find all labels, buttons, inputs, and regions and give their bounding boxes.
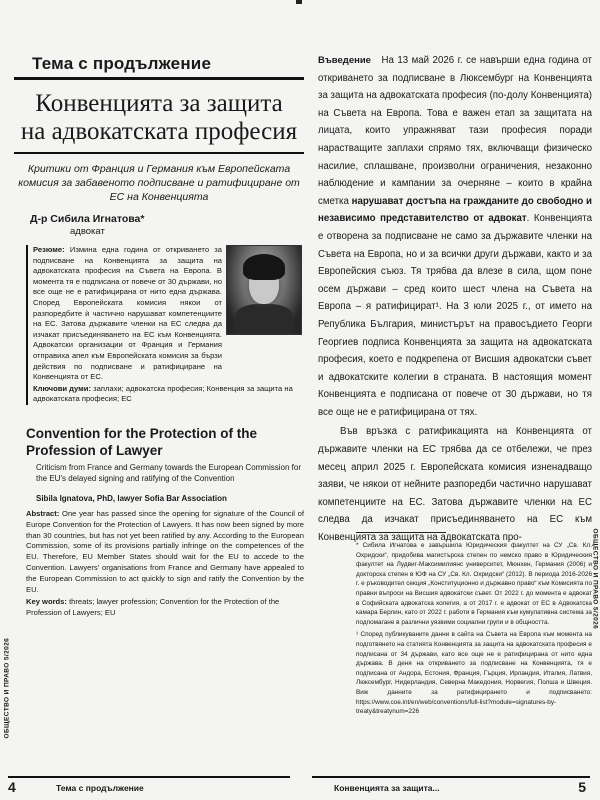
footnotes	[356, 532, 592, 720]
article-title	[14, 90, 304, 154]
photo-hair	[243, 254, 285, 280]
left-page-number: 4	[8, 779, 16, 795]
article-subtitle: Критики от Франция и Германия към Европейската комисия за забавеното подписване и ратифициране от ЕС на Конвенцията	[18, 163, 300, 203]
introduction-paragraph	[318, 52, 592, 421]
footnote-author: * Сибила Игнатова е завършила Юридическия факултет на СУ „Св. Кл. Охридски“, придобива магистърска степен по немско право в Юридическия факултет на Лудвиг-Максимилиянс университет, Мюнхен, Германия (2006) и докторска степен в ЮФ на СУ „Св. Кл. Охридски“ (2012). В периода 2016-2026 г. е ръководител секция „Конституционно и държавно право“ към Комисията по правни въпроси на Висшия адвокатски съвет. От 2022 г. до момента е адвокат в Софийската адвокатска колегия, а от 2017 г. е адвокат от ЕС в Адвокатска камара Берлин, като от 2022 г. работи в Германия към кумулативна система за подпомагане в различни уязвими социални групи и в общността.	[356, 542, 592, 626]
title-line-1: Конвенцията за защита	[35, 90, 283, 117]
author-photo	[226, 245, 302, 335]
page-top-mark	[296, 0, 302, 4]
intro-text-b: . Конвенцията е отворена за подписване не само за държавите членки на Съвета на Европа, но и за всички други държави, както и за Европейския съюз. Тя трябва да влезе в сила, щом поне осем държави – сред които шест члена на Съвета на Европа – я ратифицират¹. На 3 юли 2025 г., от името на Република България, министърът на правосъдието Георги Георгиев подписа Конвенцията за защита на адвокатската професия, което е подкрепена от Висшия адвокатски съвет и адвокатските колегии в страната. В настоящия момент Конвенцията е подписана от повече от 30 държави, но тя все още не е ратифицирана от тях.	[318, 213, 592, 418]
right-side-runner-text: ОБЩЕСТВО И ПРАВО 5/2026	[591, 528, 599, 630]
author-name: Д-р Сибила Игнатова*	[30, 213, 145, 225]
english-keywords	[26, 597, 304, 619]
photo-body	[235, 304, 293, 334]
right-footer-runner: Конвенцията за защита...	[334, 783, 440, 793]
abstract	[33, 245, 222, 383]
abstract-label: Резюме:	[33, 245, 65, 254]
footnote-1: ¹ Според публикуваните данни в сайта на Съвета на Европа към момента на подготвянето на статията Конвенцията за защита на адвокатската професия е подписана от 34 държави, като все още не е ратифицирана от нито една държава. В деня на откриването за подписване на Конвенцията, тя е подписана от Андора, Естония, Франция, Гърция, Ирландия, Италия, Латвия, Люксембург, Нидерландия, Северна Македония, Норвегия, Полша и Швеция. Виж данните за ратифицирането и подписването: https://www.coe.int/en/web/conventions/full-list?module=signatures-by-treaty&treatynum=226	[356, 631, 592, 716]
section-tag: Тема с продължение	[14, 50, 304, 80]
footnote-rule	[356, 532, 446, 533]
author-role: адвокат	[70, 226, 105, 237]
english-subtitle: Criticism from France and Germany towards the European Commission for the EU's delayed signing and ratifying of the Convention	[36, 462, 301, 483]
abstract-text: Измина една година от откриването за подписване на Конвенцията за защита на адвокатската професия на Съвета на Европа. В момента тя е подписана от повече от 30 държави, но все още не е ратифицирана от нито една държава. Според Европейската комисия някои от разпоредбите ѝ частично нарушават компетенциите на ЕС. Затова държавите членки на ЕС следва да изчакат присъединяването на ЕС към Конвенцията. Адвокатски организации от Франция и Германия отправиха апел към Европейската комисия за бързи действия по подписване и ратифициране на Конвенцията от ЕС.	[33, 245, 222, 382]
left-side-runner	[0, 520, 12, 740]
english-keywords-label: Key words:	[26, 597, 67, 607]
intro-text-a: На 13 май 2026 г. се навърши една година от откриването за подписване в Люксембург на Конвенцията за защита на адвокатската професия (по-долу Конвенцията) на Съвета на Европа. Това е важен етап за защитата на лицата, които упражняват тази професия поради нарастващите заплахи спрямо тях, включващи физическо насилие, сплашване, произволни ограничения, незаконно наблюдение и кампании за очерняне – които в крайна сметка	[318, 55, 592, 207]
right-side-runner	[588, 520, 600, 740]
english-title: Convention for the Protection of the Profession of Lawyer	[26, 425, 257, 458]
left-footer-runner: Тема с продължение	[56, 783, 144, 793]
left-page	[14, 50, 304, 770]
title-line-2: на адвокатската професия	[20, 118, 298, 145]
intro-lead: Въведение	[318, 55, 371, 66]
keywords-label: Ключови думи:	[33, 383, 91, 393]
left-footer	[8, 776, 290, 798]
english-abstract	[26, 509, 304, 595]
english-keywords-text: threats; lawyer profession; Convention for the Protection of the Profession of Lawyers; EU	[26, 597, 280, 618]
keywords	[33, 384, 304, 405]
right-footer	[312, 776, 590, 798]
english-author: Sibila Ignatova, PhD, lawyer Sofia Bar Association	[36, 494, 227, 504]
abstract-box	[26, 245, 304, 405]
intro-bold: нарушават достъпа на гражданите до свободно и независимо представителство от адвокат	[318, 195, 592, 225]
right-page	[318, 52, 592, 772]
right-page-number: 5	[578, 779, 586, 795]
english-abstract-label: Abstract:	[26, 509, 60, 519]
english-abstract-text: One year has passed since the opening for signature of the Council of Europe Convention for the Protection of Lawyers. It has now been signed by more than 30 countries, but has not yet been ratified by any. According to the European Commission, some of its provisions partially infringe on the competences of the EU. Therefore, EU Member States should wait for the EU to accede to the Convention. Lawyers' organisations from France and Germany have appealed to the European Commission to act quickly to sign and ratify the Convention by the EU.	[26, 509, 304, 594]
keywords-text: заплахи; адвокатска професия; Конвенция за защита на адвокатската професия; ЕС	[33, 383, 293, 404]
left-side-runner-text: ОБЩЕСТВО И ПРАВО 5/2026	[3, 637, 11, 739]
second-paragraph: Във връзка с ратификацията на Конвенцията от държавите членки на ЕС трябва да се отбележи, че през месец април 2025 г. Европейската комисия изненадващо заяви, че някои от нейните разпоредби частично нарушават компетенциите на ЕС. Затова държавите членки на ЕС следва да изчакат присъединяването на ЕС към Конвенцията за защита на адвокатската про-	[318, 426, 592, 544]
